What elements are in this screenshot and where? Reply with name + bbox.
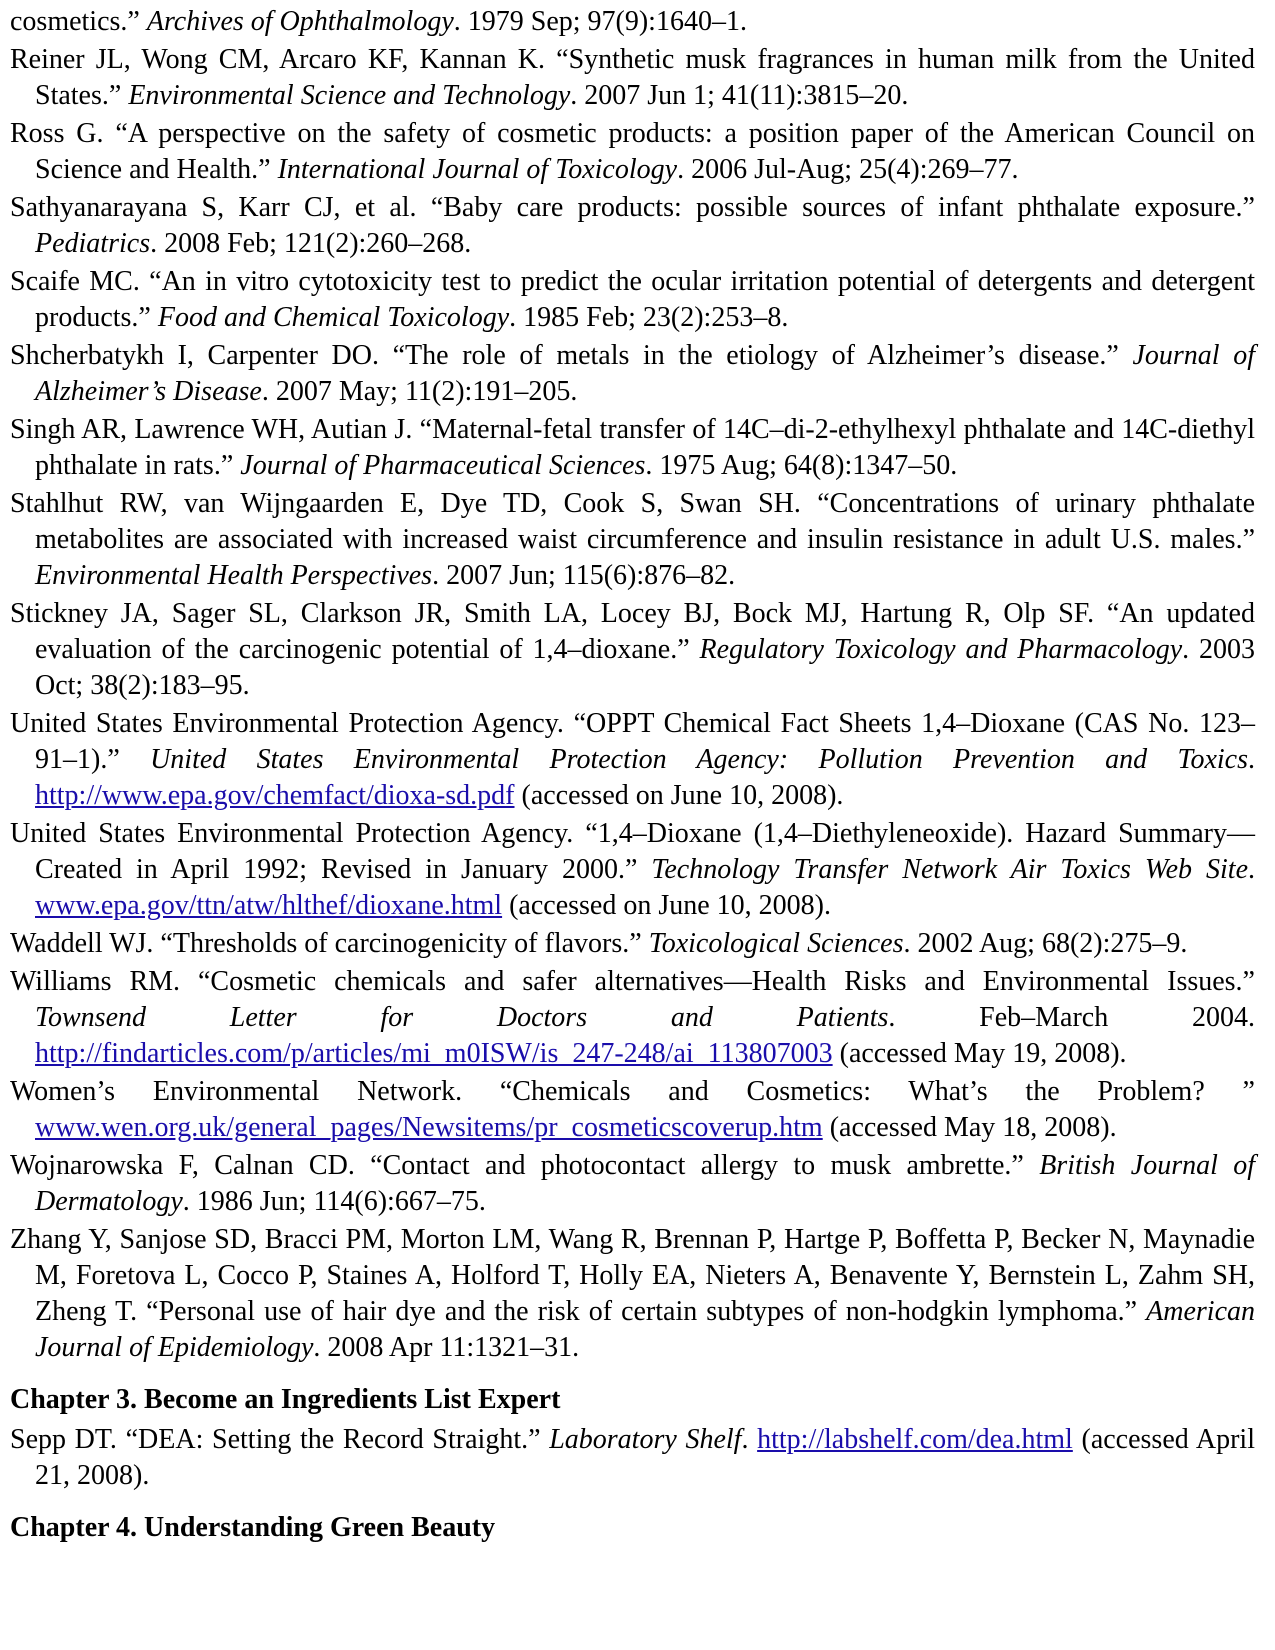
reference-entry [10, 964, 1255, 1072]
reference-title: “Cosmetic chemicals and safer alternatives—Health Risks and Environmental Issues.” [197, 966, 1255, 997]
reference-details: . 2008 Feb; 121(2):260–268. [150, 228, 472, 259]
reference-title: “OPPT Chemical Fact Sheets 1,4–Dioxane (CAS No. 123–91–1).” [35, 708, 1255, 775]
reference-journal: Food and Chemical Toxicology [157, 302, 510, 333]
reference-authors: Sathyanarayana S, Karr CJ, et al. [10, 192, 431, 223]
reference-journal: Pediatrics [35, 228, 151, 259]
reference-accessed: (accessed on June 10, 2008). [502, 890, 831, 921]
reference-accessed: (accessed on June 10, 2008). [514, 780, 844, 811]
reference-journal: Toxicological Sciences [648, 928, 904, 959]
reference-details: . 2008 Apr 11:1321–31. [313, 1332, 580, 1363]
reference-title: cosmetics.” [10, 6, 140, 37]
reference-authors: Ross G. [10, 118, 116, 149]
reference-link[interactable]: www.wen.org.uk/general_pages/Newsitems/pr_cosmeticscoverup.htm [35, 1112, 823, 1143]
reference-journal: Townsend Letter for Doctors and Patients [35, 1002, 889, 1033]
reference-authors: Waddell WJ. [10, 928, 161, 959]
reference-entry [10, 116, 1255, 188]
reference-details: . 2007 May; 11(2):191–205. [261, 376, 578, 407]
reference-details: . 1979 Sep; 97(9):1640–1. [453, 6, 747, 37]
reference-entry [10, 1074, 1255, 1146]
reference-entry [10, 412, 1255, 484]
reference-details: . 2006 Jul-Aug; 25(4):269–77. [677, 154, 1019, 185]
reference-authors: Zhang Y, Sanjose SD, Bracci PM, Morton LM, Wang R, Brennan P, Hartge P, Boffetta P, Becker N, Maynadie M, Foretova L, Cocco P, Staines A, Holford T, Holly EA, Nieters A, Benavente Y, Bernstein L, Zahm SH, Zheng T. [10, 1224, 1255, 1327]
reference-journal: Regulatory Toxicology and Pharmacology [699, 634, 1183, 665]
reference-journal: Archives of Ophthalmology [146, 6, 454, 37]
reference-details: . 1975 Aug; 64(8):1347–50. [645, 450, 958, 481]
reference-entry [10, 42, 1255, 114]
reference-authors: Singh AR, Lawrence WH, Autian J. [10, 414, 420, 445]
reference-entry [10, 1422, 1255, 1494]
reference-authors: Reiner JL, Wong CM, Arcaro KF, Kannan K. [10, 44, 557, 75]
reference-entry [10, 1148, 1255, 1220]
reference-details: . [1248, 854, 1255, 885]
reference-authors: Williams RM. [10, 966, 198, 997]
reference-journal: British Journal of Dermatology [35, 1150, 1255, 1217]
reference-accessed: (accessed May 18, 2008). [822, 1112, 1117, 1143]
reference-journal: United States Environmental Protection Agency: Pollution Prevention and Toxics [150, 744, 1248, 775]
reference-link[interactable]: www.epa.gov/ttn/atw/hlthef/dioxane.html [35, 890, 503, 921]
reference-title: “Concentrations of urinary phthalate metabolites are associated with increased waist circumference and insulin resistance in adult U.S. males.” [35, 488, 1256, 555]
reference-journal: Environmental Health Perspectives [35, 560, 433, 591]
reference-details: . 1985 Feb; 23(2):253–8. [509, 302, 789, 333]
reference-entry [10, 264, 1255, 336]
reference-link[interactable]: http://www.epa.gov/chemfact/dioxa-sd.pdf [35, 780, 515, 811]
reference-title: “Maternal-fetal transfer of 14C–di-2-ethylhexyl phthalate and 14C-diethyl phthalate in rats.” [35, 414, 1256, 481]
reference-entry [10, 926, 1255, 962]
reference-journal: Technology Transfer Network Air Toxics Web Site [651, 854, 1248, 885]
reference-entry [10, 706, 1255, 814]
reference-title: “Synthetic musk fragrances in human milk from the United States.” [35, 44, 1255, 111]
reference-authors: Wojnarowska F, Calnan CD. [10, 1150, 371, 1181]
reference-link[interactable]: http://labshelf.com/dea.html [757, 1424, 1073, 1455]
reference-entry [10, 4, 1255, 40]
reference-authors: Stickney JA, Sager SL, Clarkson JR, Smith LA, Locey BJ, Bock MJ, Hartung R, Olp SF. [10, 598, 1107, 629]
reference-title: “Baby care products: possible sources of infant phthalate exposure.” [430, 192, 1255, 223]
reference-journal: Journal of Pharmaceutical Sciences [240, 450, 646, 481]
reference-details: . 1986 Jun; 114(6):667–75. [182, 1186, 486, 1217]
reference-details: . [741, 1424, 758, 1455]
reference-journal: International Journal of Toxicology [277, 154, 678, 185]
reference-accessed: (accessed April 21, 2008). [35, 1424, 1255, 1491]
reference-entry [10, 816, 1255, 924]
reference-title: “An updated evaluation of the carcinogenic potential of 1,4–dioxane.” [35, 598, 1255, 665]
reference-authors: Sepp DT. [10, 1424, 126, 1455]
reference-title: “Thresholds of carcinogenicity of flavors.” [160, 928, 649, 959]
reference-title: “Contact and photocontact allergy to musk ambrette.” [370, 1150, 1040, 1181]
reference-authors: Stahlhut RW, van Wijngaarden E, Dye TD, Cook S, Swan SH. [10, 488, 818, 519]
reference-details: . [1248, 744, 1255, 775]
reference-link[interactable]: http://findarticles.com/p/articles/mi_m0ISW/is_247-248/ai_113807003 [35, 1038, 833, 1069]
chapter-heading: Chapter 4. Understanding Green Beauty [10, 1512, 496, 1543]
reference-authors: Women’s Environmental Network. [10, 1076, 500, 1107]
reference-title: “DEA: Setting the Record Straight.” [125, 1424, 550, 1455]
reference-details: . 2003 Oct; 38(2):183–95. [35, 634, 1256, 701]
reference-entry [10, 486, 1255, 594]
reference-authors: United States Environmental Protection Agency. [10, 708, 574, 739]
reference-title: “1,4–Dioxane (1,4–Diethyleneoxide). Hazard Summary—Created in April 1992; Revised in January 2000.” [35, 818, 1255, 885]
reference-title: “A perspective on the safety of cosmetic products: a position paper of the American Council on Science and Health.” [35, 118, 1255, 185]
reference-entry [10, 596, 1255, 704]
reference-details: . 2002 Aug; 68(2):275–9. [903, 928, 1188, 959]
reference-journal: Journal of Alzheimer’s Disease [35, 340, 1255, 407]
reference-journal: Environmental Science and Technology [128, 80, 571, 111]
reference-title: “The role of metals in the etiology of Alzheimer’s disease.” [392, 340, 1133, 371]
bibliography-page [10, 0, 1255, 1550]
reference-journal: American Journal of Epidemiology [35, 1296, 1255, 1363]
reference-details: . Feb–March 2004. [888, 1002, 1256, 1033]
reference-title: “Personal use of hair dye and the risk of certain subtypes of non-hodgkin lymphoma.” [146, 1296, 1147, 1327]
reference-details: . 2007 Jun; 115(6):876–82. [432, 560, 736, 591]
reference-authors: United States Environmental Protection Agency. [10, 818, 586, 849]
reference-journal: Laboratory Shelf [549, 1424, 742, 1455]
reference-entry [10, 1222, 1255, 1366]
reference-accessed: (accessed May 19, 2008). [832, 1038, 1127, 1069]
reference-entry [10, 338, 1255, 410]
reference-authors: Scaife MC. [10, 266, 150, 297]
reference-authors: Shcherbatykh I, Carpenter DO. [10, 340, 393, 371]
chapter-heading: Chapter 3. Become an Ingredients List Expert [10, 1384, 561, 1415]
reference-details: . 2007 Jun 1; 41(11):3815–20. [570, 80, 909, 111]
reference-title: “Chemicals and Cosmetics: What’s the Problem? ” [499, 1076, 1255, 1107]
reference-entry [10, 190, 1255, 262]
reference-title: “An in vitro cytotoxicity test to predict the ocular irritation potential of detergents and detergent products.” [35, 266, 1256, 333]
